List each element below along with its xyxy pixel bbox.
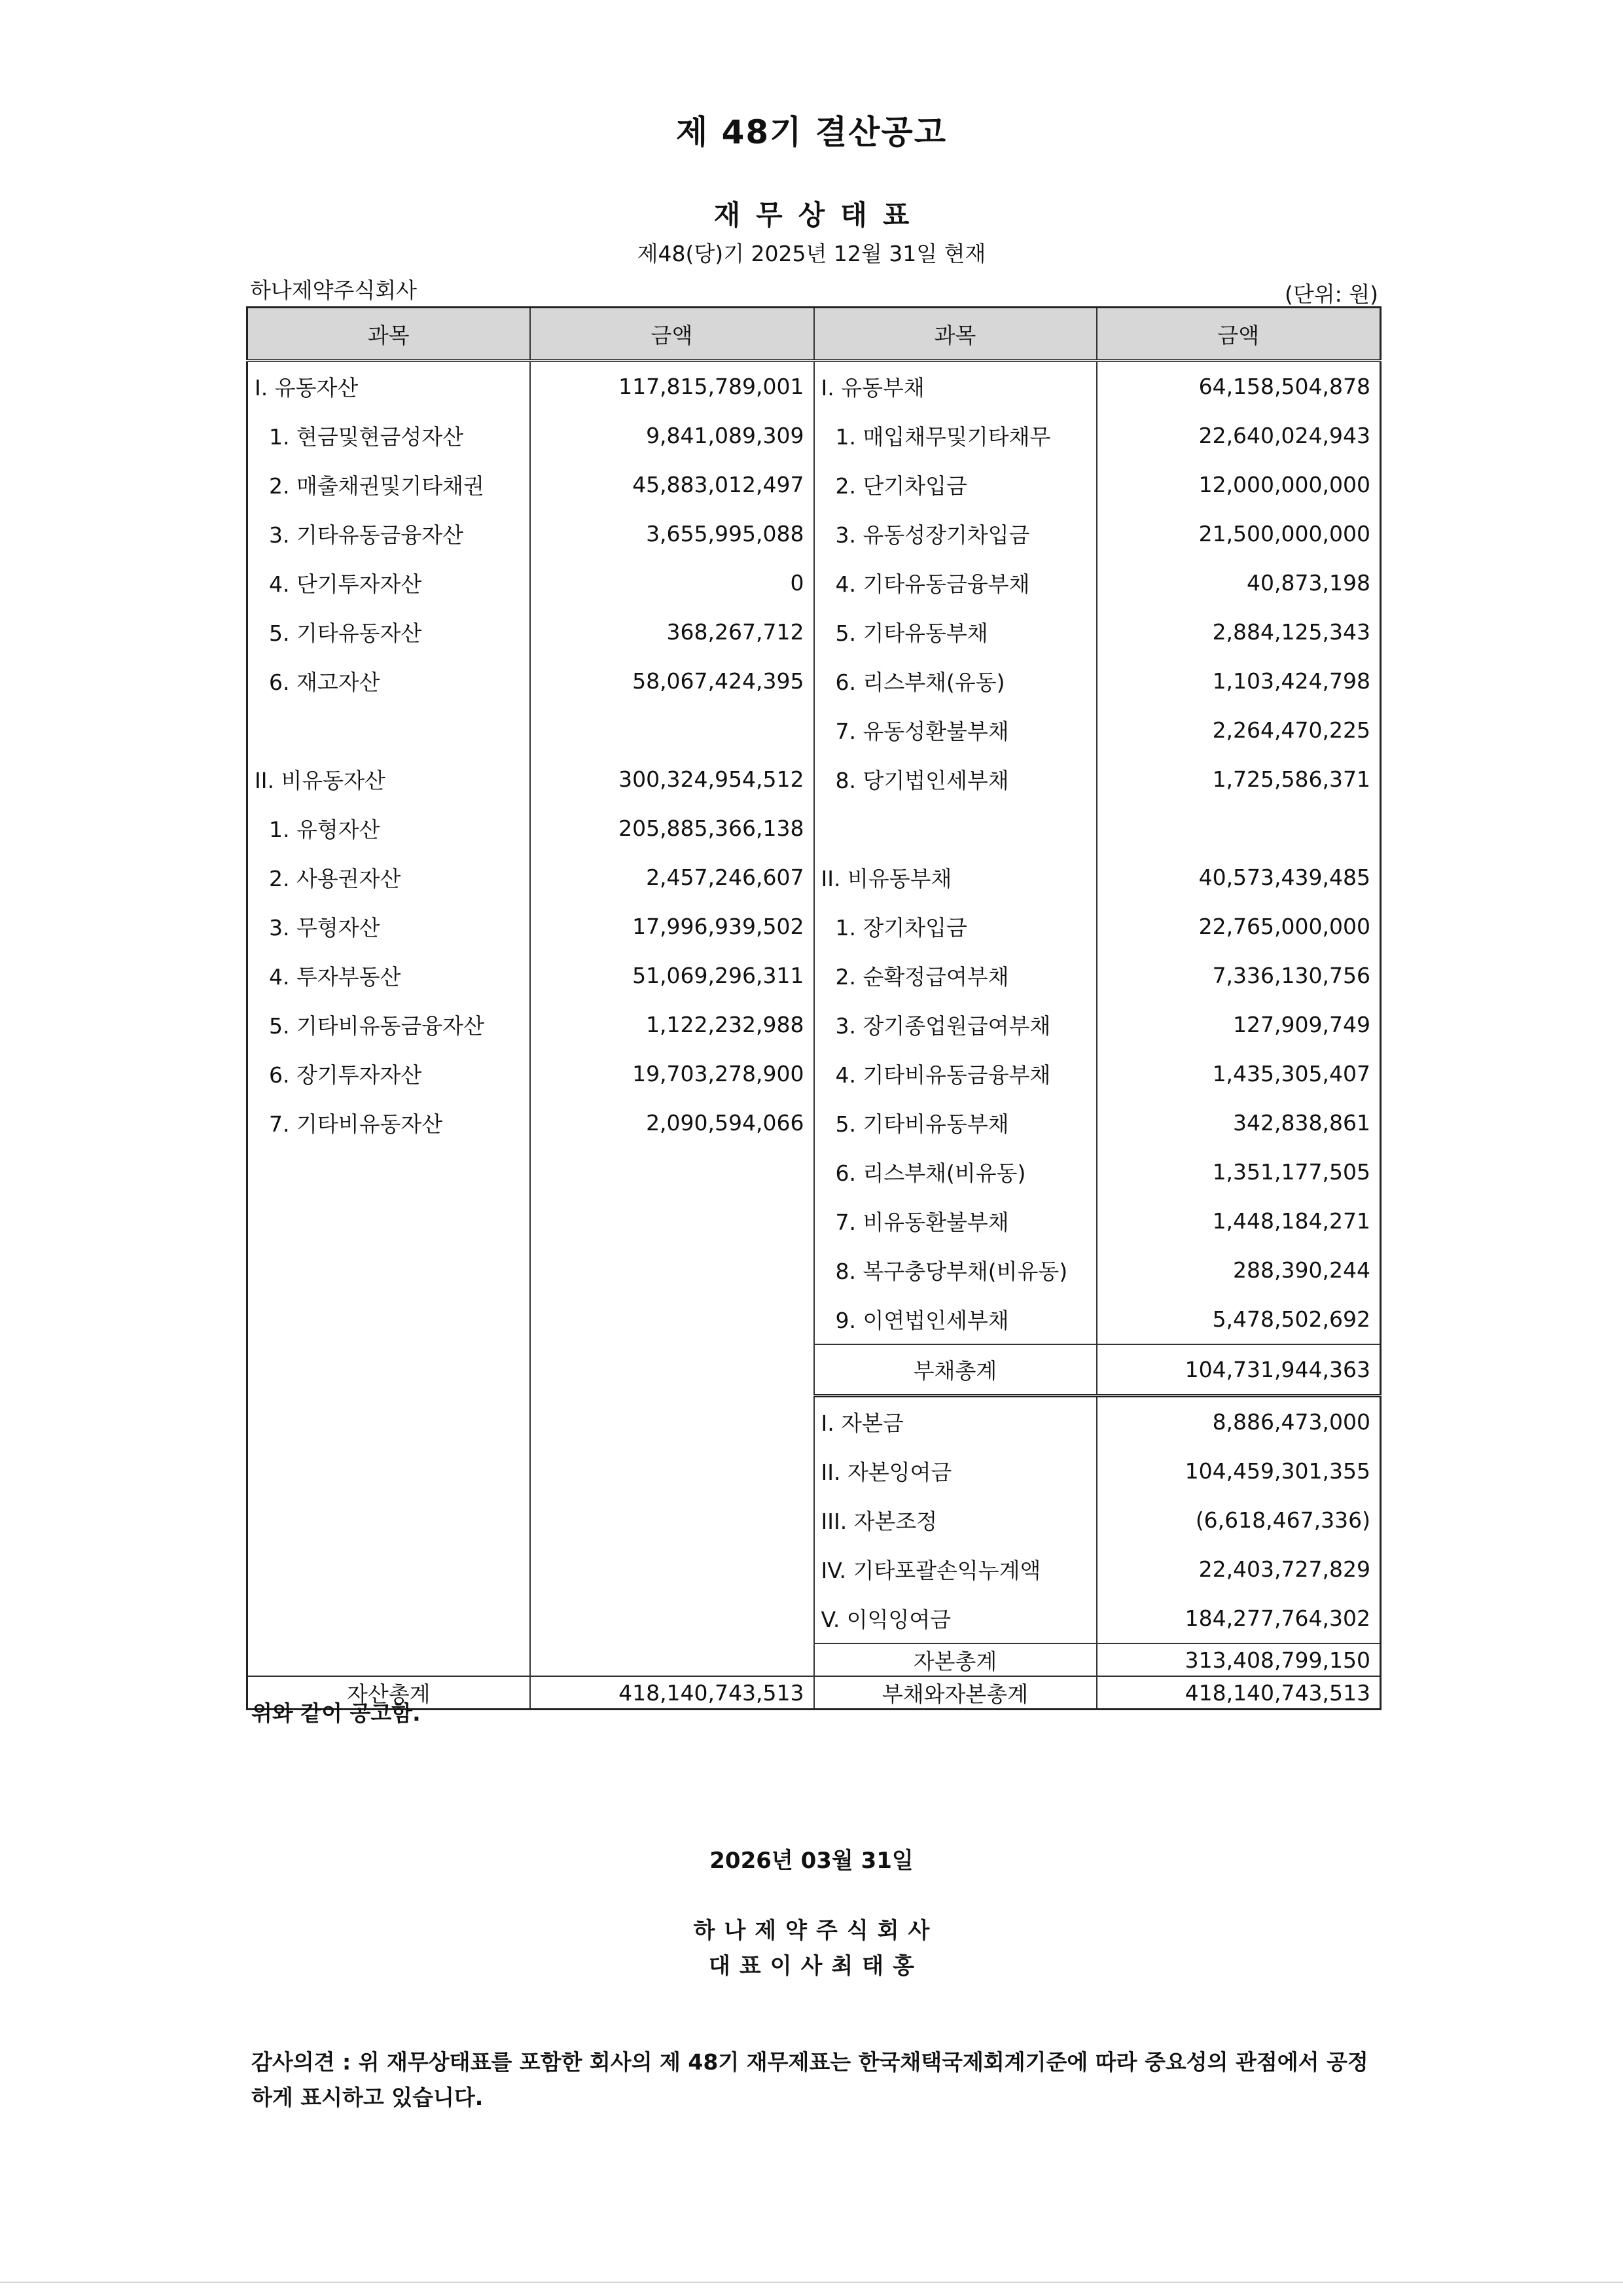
liability-item-label: 9. 이연법인세부채 [814,1295,1097,1344]
equity-item-label: V. 이익잉여금 [814,1594,1097,1643]
balance-sheet-table [246,306,1382,1710]
table-row [247,1295,1381,1344]
table-row [247,1000,1381,1049]
noncurrent-liabilities-total: 40,573,439,485 [1097,853,1381,902]
equity-item-value: 104,459,301,355 [1097,1446,1381,1496]
liability-item-label: 2. 단기차입금 [814,460,1097,509]
header-asset-item: 과목 [247,308,530,361]
asset-item-value: 1,122,232,988 [530,1000,814,1049]
total-equity-value: 313,408,799,150 [1097,1643,1381,1676]
asset-item-value: 19,703,278,900 [530,1049,814,1098]
liability-item-value: 2,264,470,225 [1097,706,1381,755]
equity-item-value: (6,618,467,336) [1097,1496,1381,1545]
asset-item-value: 45,883,012,497 [530,460,814,509]
asset-item-label: 7. 기타비유동자산 [247,1098,530,1147]
asset-item-label: 3. 무형자산 [247,902,530,951]
announcement-date: 2026년 03월 31일 [709,1848,914,1874]
table-row [247,607,1381,656]
total-assets-label: 자산총계 [247,1676,530,1710]
equity-item-label: II. 자본잉여금 [814,1446,1097,1496]
table-row [247,656,1381,706]
table-row [247,1396,1381,1447]
audit-opinion: 감사의견 : 위 재무상태표를 포함한 회사의 제 48기 재무제표는 한국채택국제회계기준에 따라 중요성의 관점에서 공정하게 표시하고 있습니다. [251,2049,1368,2110]
liability-item-value: 342,838,861 [1097,1098,1381,1147]
asset-item-label: 6. 장기투자자산 [247,1049,530,1098]
asset-item-value: 9,841,089,309 [530,411,814,460]
liability-item-label: 3. 유동성장기차입금 [814,509,1097,558]
total-equity-label: 자본총계 [814,1643,1097,1676]
asset-item-value: 0 [530,558,814,607]
total-liabilities-value: 104,731,944,363 [1097,1344,1381,1396]
current-liabilities-label: I. 유동부채 [814,361,1097,411]
liability-item-label: 8. 복구충당부채(비유동) [814,1246,1097,1295]
noncurrent-assets-total: 300,324,954,512 [530,755,814,804]
asset-item-value: 2,090,594,066 [530,1098,814,1147]
total-liabilities-label: 부채총계 [814,1344,1097,1396]
liability-item-label: 1. 장기차입금 [814,902,1097,951]
header-liab-amount: 금액 [1097,308,1381,361]
liability-item-value: 21,500,000,000 [1097,509,1381,558]
table-row [247,1344,1381,1396]
liability-item-value: 127,909,749 [1097,1000,1381,1049]
header-liab-item: 과목 [814,308,1097,361]
asset-item-label: 2. 매출채권및기타채권 [247,460,530,509]
liability-item-value: 22,640,024,943 [1097,411,1381,460]
table-row [247,1049,1381,1098]
asset-item-label: 5. 기타유동자산 [247,607,530,656]
table-row [247,1496,1381,1545]
equity-item-value: 184,277,764,302 [1097,1594,1381,1643]
liability-item-label: 6. 리스부채(유동) [814,656,1097,706]
currency-unit: (단위: 원) [1285,281,1378,307]
notice-title: 제 48기 결산공고 [675,113,948,151]
noncurrent-assets-label: II. 비유동자산 [247,755,530,804]
table-row [247,804,1381,853]
asset-item-label: 5. 기타비유동금융자산 [247,1000,530,1049]
liability-item-label: 7. 유동성환불부채 [814,706,1097,755]
asset-item-value: 58,067,424,395 [530,656,814,706]
total-liab-equity-value: 418,140,743,513 [1097,1676,1381,1710]
table-row [247,902,1381,951]
current-liabilities-total: 64,158,504,878 [1097,361,1381,411]
table-row [247,509,1381,558]
asset-item-label: 3. 기타유동금융자산 [247,509,530,558]
table-row [247,706,1381,755]
table-header-row [247,308,1381,361]
table-row [247,1246,1381,1295]
liability-item-value: 1,103,424,798 [1097,656,1381,706]
asset-item-label: 1. 유형자산 [247,804,530,853]
asset-item-value: 3,655,995,088 [530,509,814,558]
liability-item-label: 8. 당기법인세부채 [814,755,1097,804]
liability-item-label: 5. 기타유동부채 [814,607,1097,656]
liability-item-label: 5. 기타비유동부채 [814,1098,1097,1147]
table-row [247,1594,1381,1643]
asset-item-label: 4. 투자부동산 [247,951,530,1000]
liability-item-label: 4. 기타유동금융부채 [814,558,1097,607]
equity-item-label: I. 자본금 [814,1396,1097,1447]
liability-item-value: 5,478,502,692 [1097,1295,1381,1344]
liability-item-value: 1,351,177,505 [1097,1147,1381,1196]
asset-item-label: 6. 재고자산 [247,656,530,706]
liability-item-value: 1,725,586,371 [1097,755,1381,804]
liability-item-value: 1,435,305,407 [1097,1049,1381,1098]
current-assets-total: 117,815,789,001 [530,361,814,411]
table-row [247,951,1381,1000]
liability-item-label: 3. 장기종업원급여부채 [814,1000,1097,1049]
statement-title: 재무상태표 [713,199,925,231]
signature-representative: 대표이사최태홍 [709,1953,923,1979]
table-row [247,361,1381,411]
liability-item-value: 288,390,244 [1097,1246,1381,1295]
asset-item-label: 4. 단기투자자산 [247,558,530,607]
table-row [247,1643,1381,1676]
liability-item-value: 22,765,000,000 [1097,902,1381,951]
liability-item-label: 6. 리스부채(비유동) [814,1147,1097,1196]
asset-item-value: 368,267,712 [530,607,814,656]
table-row [247,1147,1381,1196]
statement-period: 제48(당)기 2025년 12월 31일 현재 [637,241,986,266]
table-row [247,853,1381,902]
liability-item-label: 1. 매입채무및기타채무 [814,411,1097,460]
table-row [247,1545,1381,1594]
asset-item-value: 17,996,939,502 [530,902,814,951]
header-asset-amount: 금액 [530,308,814,361]
table-row [247,460,1381,509]
asset-item-value: 205,885,366,138 [530,804,814,853]
asset-item-value: 2,457,246,607 [530,853,814,902]
liability-item-label: 2. 순확정급여부채 [814,951,1097,1000]
liability-item-value: 2,884,125,343 [1097,607,1381,656]
table-row [247,558,1381,607]
table-row [247,1098,1381,1147]
noncurrent-liabilities-label: II. 비유동부채 [814,853,1097,902]
equity-item-value: 22,403,727,829 [1097,1545,1381,1594]
table-row [247,1446,1381,1496]
table-row [247,755,1381,804]
liability-item-value: 1,448,184,271 [1097,1196,1381,1246]
equity-item-label: IV. 기타포괄손익누계액 [814,1545,1097,1594]
scan-edge-divider [0,2282,1623,2283]
liability-item-value: 7,336,130,756 [1097,951,1381,1000]
announcement-note: 위와 같이 공고함. [251,1700,421,1726]
asset-item-label: 1. 현금및현금성자산 [247,411,530,460]
total-liab-equity-label: 부채와자본총계 [814,1676,1097,1710]
liability-item-value: 40,873,198 [1097,558,1381,607]
asset-item-label: 2. 사용권자산 [247,853,530,902]
company-name: 하나제약주식회사 [250,278,418,303]
table-row [247,1196,1381,1246]
liability-item-label: 7. 비유동환불부채 [814,1196,1097,1246]
liability-item-label: 4. 기타비유동금융부채 [814,1049,1097,1098]
table-row [247,411,1381,460]
liability-item-value: 12,000,000,000 [1097,460,1381,509]
signature-company: 하나제약주식회사 [693,1918,939,1944]
equity-item-value: 8,886,473,000 [1097,1396,1381,1447]
current-assets-label: I. 유동자산 [247,361,530,411]
equity-item-label: III. 자본조정 [814,1496,1097,1545]
total-assets-value: 418,140,743,513 [530,1676,814,1710]
asset-item-value: 51,069,296,311 [530,951,814,1000]
